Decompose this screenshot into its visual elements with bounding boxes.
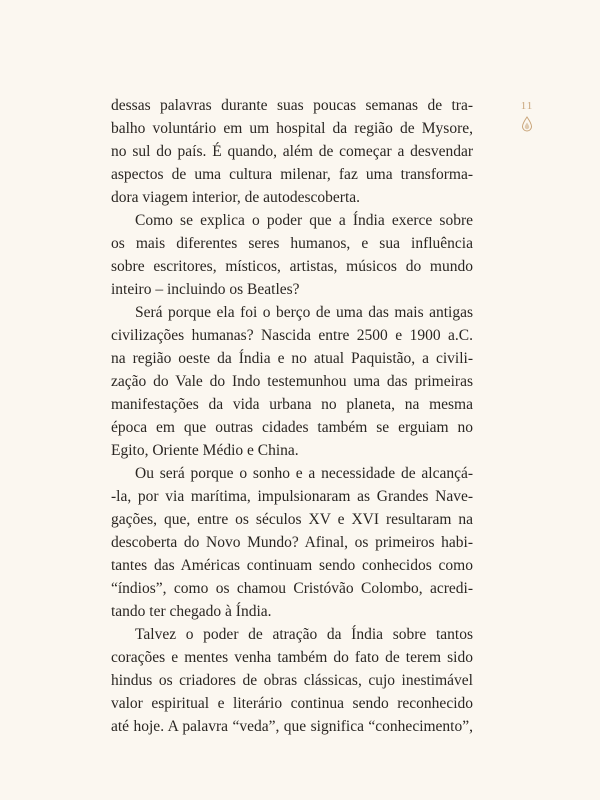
text-line: hindus os criadores de obras clássicas, cujo inestimável	[111, 672, 473, 689]
text-line: Ou será porque o sonho e a necessidade de alcançá-	[135, 465, 473, 482]
body-text	[111, 94, 473, 738]
text-line: no sul do país. É quando, além de começar a desvendar	[111, 143, 473, 160]
text-line: -la, por via marítima, impulsionaram as Grandes Nave-	[111, 488, 473, 505]
text-line: época em que outras cidades também se erguiam no	[111, 419, 473, 436]
text-line: Talvez o poder de atração da Índia sobre tantos	[135, 626, 473, 643]
text-line: até hoje. A palavra “veda”, que significa “conhecimento”,	[111, 718, 473, 735]
text-line: tantes das Américas continuam sendo conhecidos como	[111, 557, 473, 574]
text-line: dessas palavras durante suas poucas semanas de tra-	[111, 97, 473, 114]
text-line: tando ter chegado à Índia.	[111, 603, 272, 620]
text-line: aspectos de uma cultura milenar, faz uma transforma-	[111, 166, 473, 183]
text-line: balho voluntário em um hospital da região de Mysore,	[111, 120, 473, 137]
text-line: gações, que, entre os séculos XV e XVI resultaram na	[111, 511, 473, 528]
text-line: Egito, Oriente Médio e China.	[111, 442, 299, 459]
text-line: na região oeste da Índia e no atual Paquistão, a civili-	[111, 350, 473, 367]
text-line: manifestações da vida urbana no planeta, na mesma	[111, 396, 473, 413]
text-line: corações e mentes venha também do fato de terem sido	[111, 649, 473, 666]
text-line: os mais diferentes seres humanos, e sua influência	[111, 235, 473, 252]
text-line: “índios”, como os chamou Cristóvão Colombo, acredi-	[111, 580, 473, 597]
page-number: 11	[520, 100, 534, 112]
text-line: Será porque ela foi o berço de uma das mais antigas	[135, 304, 473, 321]
text-line: inteiro – incluindo os Beatles?	[111, 281, 300, 298]
text-line: valor espiritual e literário continua sendo reconhecido	[111, 695, 473, 712]
text-line: Como se explica o poder que a Índia exerce sobre	[135, 212, 473, 229]
text-line: civilizações humanas? Nascida entre 2500 e 1900 a.C.	[111, 327, 473, 344]
text-line: zação do Vale do Indo testemunhou uma das primeiras	[111, 373, 473, 390]
text-line: dora viagem interior, de autodescoberta.	[111, 189, 360, 206]
text-line: descoberta do Novo Mundo? Afinal, os primeiros habi-	[111, 534, 473, 551]
drop-icon	[521, 116, 533, 132]
text-line: sobre escritores, místicos, artistas, músicos do mundo	[111, 258, 473, 275]
